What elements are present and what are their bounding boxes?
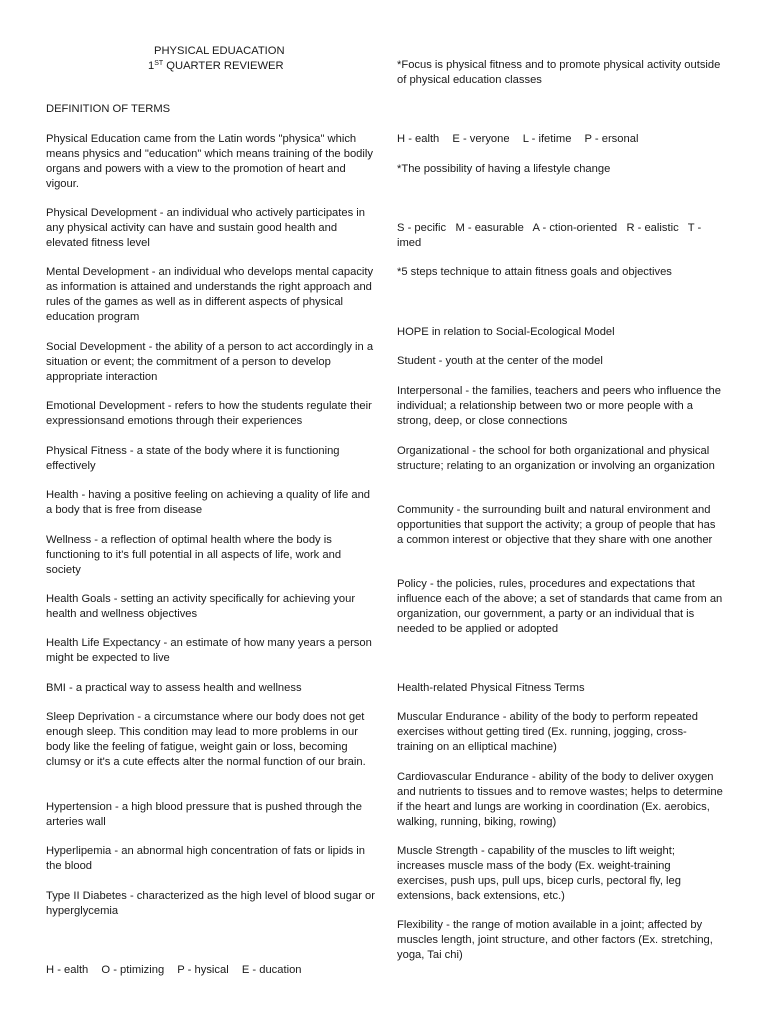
term-emotional-development: Emotional Development - refers to how the students regulate their expressionsand emotions through their experiences [46, 400, 372, 427]
smart-note: *5 steps technique to attain fitness goals and objectives [397, 266, 672, 278]
title-line-1: PHYSICAL EDUACATION [154, 45, 285, 57]
left-column [46, 0, 376, 1024]
right-column [397, 0, 723, 1024]
fitness-flexibility: Flexibility - the range of motion available in a joint; affected by muscles length, joint structure, and other factors (Ex. stretching, yoga, Tai chi) [397, 919, 713, 961]
term-health: Health - having a positive feeling on achieving a quality of life and a body that is free from disease [46, 489, 371, 516]
definition-heading: DEFINITION OF TERMS [46, 103, 171, 115]
hope-acronym [46, 963, 376, 978]
hellp-acronym-h: H - ealth [397, 133, 440, 145]
smart-acronym: S - pecific M - easurable A - ction-oriented R - ealistic T - imed [397, 222, 705, 249]
hope-acronym-o: O - ptimizing [101, 964, 165, 976]
hellp-acronym-l: L - ifetime [522, 133, 572, 145]
term-sleep-deprivation: Sleep Deprivation - a circumstance where our body does not get enough sleep. This condition may lead to more problems in our body like the feeling of fatigue, weight gain or loss, becoming clumsy or it's a cute effects alter the normal function of our brain. [46, 711, 366, 768]
hope-acronym-p: P - hysical [177, 964, 229, 976]
fitness-heading: Health-related Physical Fitness Terms [397, 682, 585, 694]
model-student: Student - youth at the center of the model [397, 355, 603, 367]
term-physical-fitness: Physical Fitness - a state of the body where it is functioning effectively [46, 445, 340, 472]
term-type-2-diabetes: Type II Diabetes - characterized as the high level of blood sugar or hyperglycemia [46, 890, 375, 917]
hope-focus-note: *Focus is physical fitness and to promote physical activity outside of physical education classes [397, 59, 721, 86]
hellp-acronym [397, 132, 723, 147]
term-social-development: Social Development - the ability of a person to act accordingly in a situation or event; the commitment of a person to develop appropriate interaction [46, 341, 374, 383]
model-policy: Policy - the policies, rules, procedures and expectations that influence each of the above; a set of standards that came from an organization, our government, a party or an individual that is needed to be applied or adopted [397, 578, 723, 635]
fitness-muscle-strength: Muscle Strength - capability of the muscles to lift weight; increases muscle mass of the body (Ex. weight-training exercises, push ups, pull ups, bicep curls, pectoral fly, leg extensions, back extensions, etc.) [397, 845, 681, 902]
term-health-life-expectancy: Health Life Expectancy - an estimate of how many years a person might be expected to live [46, 637, 372, 664]
hellp-acronym-p: P - ersonal [584, 133, 639, 145]
model-community: Community - the surrounding built and natural environment and opportunities that support the activity; a group of people that has a common interest or objective that they share with one another [397, 504, 716, 546]
term-physical-education: Physical Education came from the Latin words "physica" which means physics and "education" which means training of the bodily organs and powers with a view to the promotion of heart and vigour. [46, 133, 373, 190]
model-interpersonal: Interpersonal - the families, teachers and peers who influence the individual; a relationship between two or more people with a strong, deep, or close connections [397, 385, 722, 427]
hellp-note: *The possibility of having a lifestyle change [397, 163, 611, 175]
hellp-acronym-e: E - veryone [452, 133, 510, 145]
model-heading: HOPE in relation to Social-Ecological Model [397, 326, 615, 338]
hope-acronym-h: H - ealth [46, 964, 89, 976]
term-physical-development: Physical Development - an individual who actively participates in any physical activity can have and sustain good health and elevated fitness level [46, 207, 366, 249]
term-hypertension: Hypertension - a high blood pressure that is pushed through the arteries wall [46, 801, 362, 828]
hope-acronym-e: E - ducation [241, 964, 302, 976]
term-mental-development: Mental Development - an individual who develops mental capacity as information is attained and understands the right approach and rules of the games as well as in different aspects of physical education program [46, 266, 374, 323]
model-organizational: Organizational - the school for both organizational and physical structure; relating to an organization or involving an organization [397, 445, 715, 472]
term-health-goals: Health Goals - setting an activity specifically for achieving your health and wellness objectives [46, 593, 356, 620]
fitness-muscular-endurance: Muscular Endurance - ability of the body to perform repeated exercises without getting tired (Ex. running, jogging, cross-training on an elliptical machine) [397, 711, 698, 753]
fitness-cardiovascular-endurance: Cardiovascular Endurance - ability of the body to deliver oxygen and nutrients to tissues and to remove wastes; helps to determine if the heart and lungs are working in coordination (Ex. aerobics, walking, running, biking, rowing) [397, 771, 723, 828]
term-bmi: BMI - a practical way to assess health and wellness [46, 682, 302, 694]
term-hyperlipemia: Hyperlipemia - an abnormal high concentration of fats or lipids in the blood [46, 845, 366, 872]
title-line-2: 1ST QUARTER REVIEWER [148, 60, 284, 72]
term-wellness: Wellness - a reflection of optimal health where the body is functioning to it's full potential in all aspects of life, work and society [46, 534, 342, 576]
